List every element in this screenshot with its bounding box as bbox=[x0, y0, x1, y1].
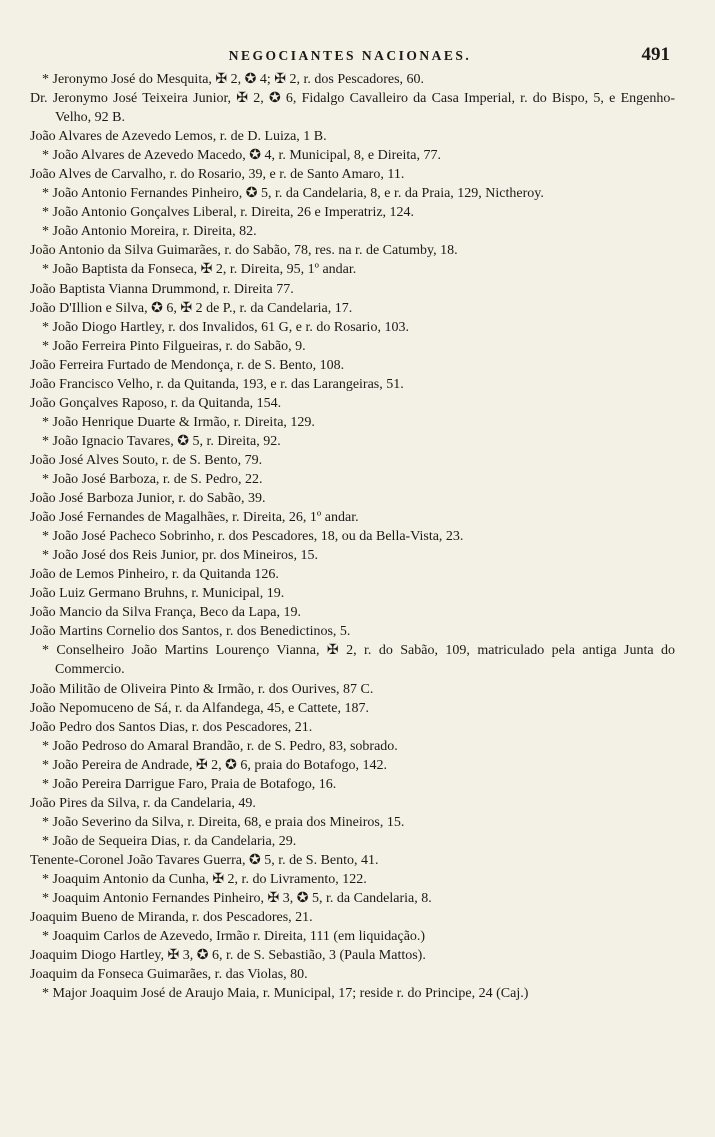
directory-entry: Joaquim Diogo Hartley, ✠ 3, ✪ 6, r. de S. Sebastião, 3 (Paula Mattos). bbox=[30, 948, 426, 964]
directory-entry: * João Ferreira Pinto Filgueiras, r. do Sabão, 9. bbox=[42, 338, 306, 354]
directory-entry: * João Alvares de Azevedo Macedo, ✪ 4, r. Municipal, 8, e Direita, 77. bbox=[42, 148, 441, 164]
directory-entry: * João Pereira de Andrade, ✠ 2, ✪ 6, praia do Botafogo, 142. bbox=[42, 757, 387, 773]
directory-entry: João Ferreira Furtado de Mendonça, r. de S. Bento, 108. bbox=[30, 357, 345, 373]
directory-entry: * João Antonio Moreira, r. Direita, 82. bbox=[42, 224, 257, 240]
directory-entry: * Conselheiro João Martins Lourenço Vianna, ✠ 2, r. do Sabão, 109, matriculado pela antiga Junta do Commercio. bbox=[42, 643, 675, 678]
directory-entry: * João Diogo Hartley, r. dos Invalidos, 61 G, e r. do Rosario, 103. bbox=[42, 319, 409, 335]
directory-entry: * Jeronymo José do Mesquita, ✠ 2, ✪ 4; ✠ 2, r. dos Pescadores, 60. bbox=[42, 72, 425, 87]
directory-entry: * João Pereira Darrigue Faro, Praia de Botafogo, 16. bbox=[42, 776, 337, 792]
directory-entry: * João de Sequeira Dias, r. da Candelaria, 29. bbox=[42, 833, 297, 849]
directory-entry: Joaquim Bueno de Miranda, r. dos Pescadores, 21. bbox=[30, 910, 313, 926]
directory-entry: * João Baptista da Fonseca, ✠ 2, r. Direita, 95, 1º andar. bbox=[42, 262, 357, 278]
directory-entry: Joaquim da Fonseca Guimarães, r. das Violas, 80. bbox=[30, 967, 308, 983]
directory-entry: João Mancio da Silva França, Beco da Lapa, 19. bbox=[30, 605, 301, 621]
directory-entry: * Joaquim Carlos de Azevedo, Irmão r. Direita, 111 (em liquidação.) bbox=[42, 929, 426, 945]
directory-entry: * João Antonio Gonçalves Liberal, r. Direita, 26 e Imperatriz, 124. bbox=[42, 205, 415, 221]
directory-entry: João Francisco Velho, r. da Quitanda, 193, e r. das Larangeiras, 51. bbox=[30, 376, 404, 392]
directory-entry: João Alvares de Azevedo Lemos, r. de D. Luiza, 1 B. bbox=[30, 129, 327, 145]
directory-entry: * João José Pacheco Sobrinho, r. dos Pescadores, 18, ou da Bella-Vista, 23. bbox=[42, 529, 464, 545]
directory-entry: * João Pedroso do Amaral Brandão, r. de S. Pedro, 83, sobrado. bbox=[42, 738, 398, 754]
directory-entry: João Alves de Carvalho, r. do Rosario, 39, e r. de Santo Amaro, 11. bbox=[30, 167, 405, 183]
directory-entry: Tenente-Coronel João Tavares Guerra, ✪ 5, r. de S. Bento, 41. bbox=[30, 852, 379, 868]
directory-entry: João Martins Cornelio dos Santos, r. dos Benedictinos, 5. bbox=[30, 624, 351, 640]
page-number: 491 bbox=[641, 44, 670, 65]
directory-entry: * João Antonio Fernandes Pinheiro, ✪ 5, r. da Candelaria, 8, e r. da Praia, 129, Nictheroy. bbox=[42, 186, 544, 202]
directory-entry: João Gonçalves Raposo, r. da Quitanda, 154. bbox=[30, 395, 282, 411]
directory-entry: * João Ignacio Tavares, ✪ 5, r. Direita, 92. bbox=[42, 433, 281, 449]
directory-entry: * João José dos Reis Junior, pr. dos Mineiros, 15. bbox=[42, 548, 318, 564]
directory-entry: * Major Joaquim José de Araujo Maia, r. Municipal, 17; reside r. do Principe, 24 (Caj.) bbox=[42, 986, 529, 1002]
directory-list bbox=[30, 70, 675, 1003]
directory-entry: * João Henrique Duarte & Irmão, r. Direita, 129. bbox=[42, 414, 315, 430]
directory-entry: * João Severino da Silva, r. Direita, 68, e praia dos Mineiros, 15. bbox=[42, 814, 405, 830]
directory-entry: João José Alves Souto, r. de S. Bento, 79. bbox=[30, 452, 263, 468]
directory-entry: * Joaquim Antonio da Cunha, ✠ 2, r. do Livramento, 122. bbox=[42, 871, 367, 887]
directory-entry: João Antonio da Silva Guimarães, r. do Sabão, 78, res. na r. de Catumby, 18. bbox=[30, 243, 458, 259]
page-title: NEGOCIANTES NACIONAES. bbox=[228, 48, 472, 63]
directory-entry: Dr. Jeronymo José Teixeira Junior, ✠ 2, ✪ 6, Fidalgo Cavalleiro da Casa Imperial, r. do Bispo, 5, e Engenho-Velho, 92 B. bbox=[30, 91, 675, 126]
directory-entry: João Pedro dos Santos Dias, r. dos Pescadores, 21. bbox=[30, 719, 313, 735]
directory-entry: * Joaquim Antonio Fernandes Pinheiro, ✠ 3, ✪ 5, r. da Candelaria, 8. bbox=[42, 891, 432, 907]
directory-entry: João D'Illion e Silva, ✪ 6, ✠ 2 de P., r. da Candelaria, 17. bbox=[30, 300, 353, 316]
directory-entry: João Nepomuceno de Sá, r. da Alfandega, 45, e Cattete, 187. bbox=[30, 700, 370, 716]
directory-entry: João José Fernandes de Magalhães, r. Direita, 26, 1º andar. bbox=[30, 510, 359, 526]
directory-entry: João José Barboza Junior, r. do Sabão, 39. bbox=[30, 491, 266, 507]
page-header bbox=[30, 44, 670, 68]
directory-entry: * João José Barboza, r. de S. Pedro, 22. bbox=[42, 471, 263, 487]
directory-entry: João Militão de Oliveira Pinto & Irmão, r. dos Ourives, 87 C. bbox=[30, 681, 374, 697]
directory-entry: João de Lemos Pinheiro, r. da Quitanda 126. bbox=[30, 567, 279, 583]
directory-entry: João Luiz Germano Bruhns, r. Municipal, 19. bbox=[30, 586, 285, 602]
directory-entry: João Pires da Silva, r. da Candelaria, 49. bbox=[30, 795, 256, 811]
directory-entry: João Baptista Vianna Drummond, r. Direita 77. bbox=[30, 281, 294, 297]
